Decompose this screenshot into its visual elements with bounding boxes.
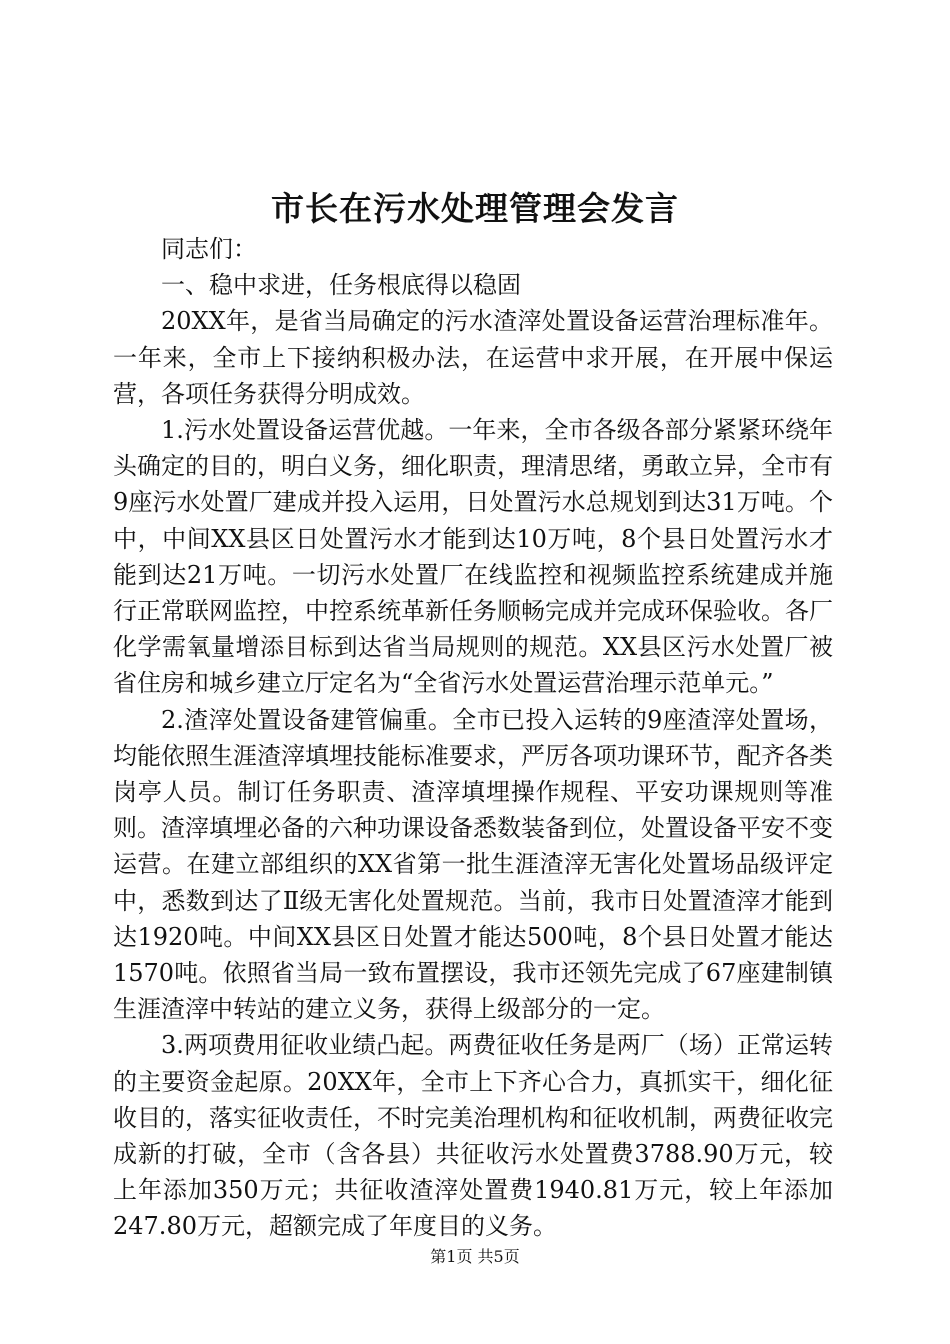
paragraph-item-2: 2.渣滓处置设备建管偏重。全市已投入运转的9座渣滓处置场，均能依照生涯渣滓填埋技能标准要求，严厉各项功课环节，配齐各类岗亭人员。制订任务职责、渣滓填埋操作规程、平安功课规则等准则。渣滓填埋必备的六种功课设备悉数装备到位，处置设备平安不变运营。在建立部组织的XX省第一批生涯渣滓无害化处置场品级评定中，悉数到达了Ⅱ级无害化处置规范。当前，我市日处置渣滓才能到达1920吨。中间XX县区日处置才能达500吨，8个县日处置才能达1570吨。依照省当局一致布置摆设，我市还领先完成了67座建制镇生涯渣滓中转站的建立义务，获得上级部分的一定。 — [113, 705, 833, 1024]
page-number-footer: 第1页 共5页 — [430, 1247, 520, 1266]
paragraph-salutation: 同志们： — [161, 235, 257, 263]
document-title: 市长在污水处理管理会发言 — [271, 189, 679, 228]
paragraph-item-3: 3.两项费用征收业绩凸起。两费征收任务是两厂（场）正常运转的主要资金起原。20XX年，全市上下齐心合力，真抓实干，细化征收目的，落实征收责任，不时完美治理机构和征收机制，两费征收完成新的打破，全市（含各县）共征收污水处置费3788.90万元，较上年添加350万元；共征收渣滓处置费1940.81万元，较上年添加247.80万元，超额完成了年度目的义务。 — [113, 1031, 833, 1241]
paragraph-intro: 20XX年，是省当局确定的污水渣滓处置设备运营治理标准年。一年来，全市上下接纳积极办法，在运营中求开展，在开展中保运营，各项任务获得分明成效。 — [113, 307, 833, 408]
paragraph-item-1: 1.污水处置设备运营优越。一年来，全市各级各部分紧紧环绕年头确定的目的，明白义务，细化职责，理清思绪，勇敢立异，全市有9座污水处置厂建成并投入运用，日处置污水总规划到达31万吨。个中，中间XX县区日处置污水才能到达10万吨，8个县日处置污水才能到达21万吨。一切污水处置厂在线监控和视频监控系统建成并施行正常联网监控，中控系统革新任务顺畅完成并完成环保验收。各厂化学需氧量增添目标到达省当局规则的规范。XX县区污水处置厂被省住房和城乡建立厅定名为“全省污水处置运营治理示范单元。” — [113, 416, 833, 698]
paragraph-section-heading: 一、稳中求进，任务根底得以稳固 — [161, 271, 521, 300]
document-body — [113, 231, 833, 1245]
